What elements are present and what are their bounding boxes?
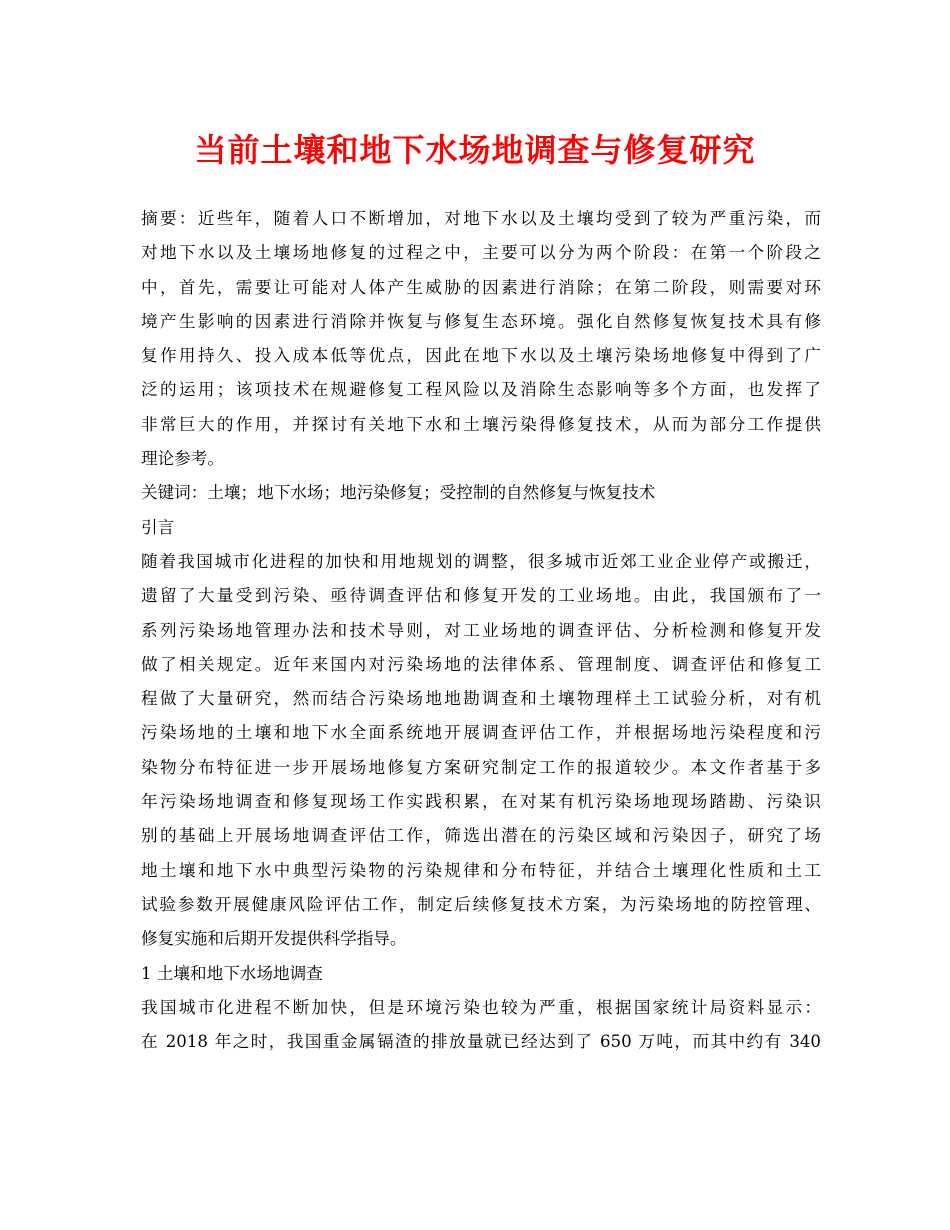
text-line: 染物分布特征进一步开展场地修复方案研究制定工作的报道较少。本文作者基于多 [141, 757, 821, 777]
text-line: 程做了大量研究，然而结合污染场地地勘调查和土壤物理样土工试验分析，对有机 [141, 689, 821, 709]
text-line: 做了相关规定。近年来国内对污染场地的法律体系、管理制度、调查评估和修复工 [141, 654, 821, 674]
document-body [141, 202, 821, 1059]
text-line: 非常巨大的作用，并探讨有关地下水和土壤污染得修复技术，从而为部分工作提供 [141, 414, 821, 434]
text-line: 复作用持久、投入成本低等优点，因此在地下水以及土壤污染场地修复中得到了广 [141, 346, 821, 366]
text-line: 1 土壤和地下水场地调查 [141, 963, 323, 983]
text-line: 修复实施和后期开发提供科学指导。 [141, 929, 407, 949]
text-line: 引言 [141, 517, 175, 537]
text-line: 理论参考。 [141, 449, 224, 469]
text-line: 中，首先，需要让可能对人体产生威胁的因素进行消除；在第二阶段，则需要对环 [141, 277, 821, 297]
text-line: 对地下水以及土壤场地修复的过程之中，主要可以分为两个阶段：在第一个阶段之 [141, 243, 821, 263]
text-line: 在 2018 年之时，我国重金属镉渣的排放量就已经达到了 650 万吨，而其中约有 340 [141, 1032, 821, 1052]
text-line: 关键词：土壤；地下水场；地污染修复；受控制的自然修复与恢复技术 [141, 483, 656, 503]
text-line: 系列污染场地管理办法和技术导则，对工业场地的调查评估、分析检测和修复开发 [141, 620, 821, 640]
text-line: 别的基础上开展场地调查评估工作，筛选出潜在的污染区域和污染因子，研究了场 [141, 826, 821, 846]
text-line: 摘要：近些年，随着人口不断增加，对地下水以及土壤均受到了较为严重污染，而 [141, 209, 821, 228]
text-line: 地土壤和地下水中典型污染物的污染规律和分布特征，并结合土壤理化性质和土工 [141, 860, 821, 880]
text-line: 境产生影响的因素进行消除并恢复与修复生态环境。强化自然修复恢复技术具有修 [141, 311, 821, 331]
text-line: 我国城市化进程不断加快，但是环境污染也较为严重，根据国家统计局资料显示： [141, 997, 821, 1017]
text-line: 年污染场地调查和修复现场工作实践积累，在对某有机污染场地现场踏勘、污染识 [141, 792, 821, 812]
text-line: 随着我国城市化进程的加快和用地规划的调整，很多城市近郊工业企业停产或搬迁， [141, 551, 821, 571]
text-line: 污染场地的土壤和地下水全面系统地开展调查评估工作，并根据场地污染程度和污 [141, 723, 821, 743]
text-line: 遗留了大量受到污染、亟待调查评估和修复开发的工业场地。由此，我国颁布了一 [141, 586, 821, 606]
page-title: 当前土壤和地下水场地调查与修复研究 [194, 131, 756, 169]
text-line: 试验参数开展健康风险评估工作，制定后续修复技术方案，为污染场地的防控管理、 [141, 894, 821, 914]
text-line: 泛的运用；该项技术在规避修复工程风险以及消除生态影响等多个方面，也发挥了 [141, 380, 821, 400]
